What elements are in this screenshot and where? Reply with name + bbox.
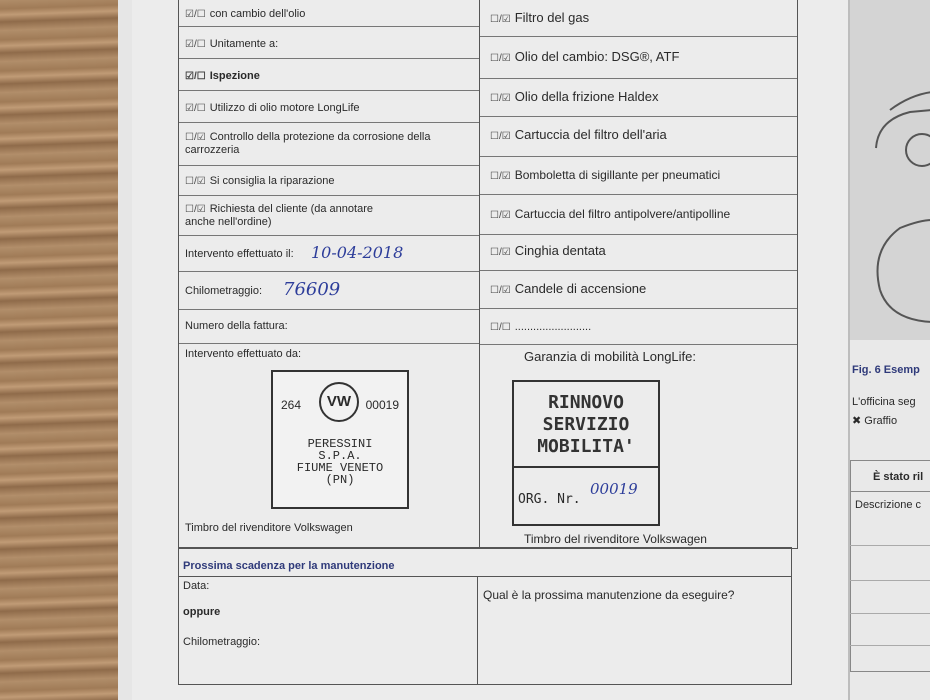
org-number-label: ORG. Nr. [518,492,581,507]
service-date-value: 10-04-2018 [311,243,404,262]
stamp-company-type: S.P.A. [318,449,362,463]
dealer-stamp-label-right: Timbro del rivenditore Volkswagen [524,532,707,546]
dealer-stamp [271,370,409,509]
car-illustration [850,0,930,340]
page-gutter [118,0,132,700]
stamp-company: PERESSINI [307,437,373,451]
row-customer-request [179,195,479,236]
stamp-line-service: SERVIZIO [542,414,630,435]
row-label: Candele di accensione [514,281,647,296]
next-mileage-label: Chilometraggio: [183,636,261,648]
row-gearbox-oil [480,36,797,79]
next-service-divider [477,576,478,684]
ruled-line [850,580,930,581]
checkbox-icon: ☑/☐ [185,103,206,114]
mobility-stamp [512,380,660,526]
next-service-header [179,548,791,577]
row-label: Cartuccia del filtro dell'aria [514,127,667,142]
row-label: Filtro del gas [514,10,590,25]
row-mileage [179,271,479,310]
row-together-with [179,26,479,59]
dealer-stamp-label: Timbro del rivenditore Volkswagen [185,522,353,534]
vw-logo-icon: VW [319,382,359,422]
ruled-line [850,645,930,646]
next-service-title: Prossima scadenza per la manutenzione [183,560,395,572]
row-label: Unitamente a: [209,38,279,50]
damage-box-description: Descrizione c [855,499,922,511]
next-service-question: Qual è la prossima manutenzione da eseguire? [483,588,735,602]
damage-box-title: È stato ril [873,471,924,483]
checkbox-icon: ☐/☑ [490,53,511,64]
stamp-divider [514,466,658,468]
checkbox-icon: ☑/☐ [185,9,206,20]
stamp-right-number: 00019 [365,398,399,412]
row-blank [480,308,797,345]
damage-report-box [850,460,930,672]
checkbox-icon: ☑/☐ [185,71,206,82]
checkbox-icon: ☐/☑ [490,131,511,142]
org-number-value: 00019 [590,480,638,498]
stamp-city: FIUME VENETO [296,461,384,475]
checkbox-icon: ☐/☑ [490,14,511,25]
row-label: Olio del cambio: DSG®, ATF [514,49,680,64]
row-label: Richiesta del cliente (da annotare anche nell'ordine) [185,203,373,228]
checkbox-icon: ☐/☑ [490,210,511,221]
row-label: ......................... [514,321,592,333]
checkbox-icon: ☐/☑ [490,93,511,104]
side-text-scratch: ✖ Graffio [852,415,898,427]
checkbox-icon: ☐/☑ [185,176,206,187]
row-gas-filter [480,0,797,37]
stamp-line-mobility: MOBILITA' [537,436,635,457]
row-spark-plugs [480,270,797,309]
row-air-filter [480,116,797,157]
row-pollen-filter [480,194,797,235]
checkbox-icon: ☑/☐ [185,39,206,50]
row-label: Controllo della protezione da corrosione della carrozzeria [185,131,431,156]
row-label: Ispezione [209,70,260,82]
row-invoice [179,309,479,344]
service-form [178,0,798,549]
stamp-left-number: 264 [281,398,302,412]
side-text-workshop: L'officina seg [852,396,916,408]
row-inspection [179,58,479,91]
car-outline-icon [850,0,930,340]
row-timing-belt [480,234,797,271]
row-label: Cartuccia del filtro antipolvere/antipolline [514,207,731,221]
row-label: Si consiglia la riparazione [209,175,335,187]
checkbox-icon: ☐/☐ [490,322,511,333]
row-label: Olio della frizione Haldex [514,89,659,104]
mileage-label: Chilometraggio: [185,285,263,297]
ruled-line [850,613,930,614]
checkbox-icon: ☐/☑ [490,171,511,182]
figure-caption: Fig. 6 Esemp [852,364,920,376]
row-longlife-oil [179,90,479,123]
invoice-label: Numero della fattura: [185,320,288,332]
next-date-label: Data: [183,580,210,592]
or-label: oppure [183,606,221,618]
stamp-province: (PN) [325,473,355,487]
row-tyre-sealant [480,156,797,195]
mobility-guarantee-label: Garanzia di mobilità LongLife: [524,349,696,364]
mileage-value: 76609 [283,279,341,300]
performed-by-label: Intervento effettuato da: [185,348,301,360]
row-corrosion-check [179,122,479,166]
checkbox-icon: ☐/☑ [490,247,511,258]
left-column [179,0,480,548]
row-service-date [179,235,479,272]
checkbox-icon: ☐/☑ [185,204,206,215]
row-haldex-oil [480,78,797,117]
row-label: Utilizzo di olio motore LongLife [209,102,360,114]
next-service-box [178,547,792,685]
stamp-line-renewal: RINNOVO [548,392,624,413]
checkbox-icon: ☐/☑ [490,285,511,296]
checkbox-icon: ☐/☑ [185,132,206,143]
row-label: con cambio dell'olio [209,8,306,20]
service-date-label: Intervento effettuato il: [185,248,294,260]
row-repair-advised [179,165,479,196]
right-column [480,0,797,548]
row-label: Bomboletta di sigillante per pneumatici [514,168,721,182]
ruled-line [850,545,930,546]
row-label: Cinghia dentata [514,243,606,258]
row-oil-change [179,0,479,27]
